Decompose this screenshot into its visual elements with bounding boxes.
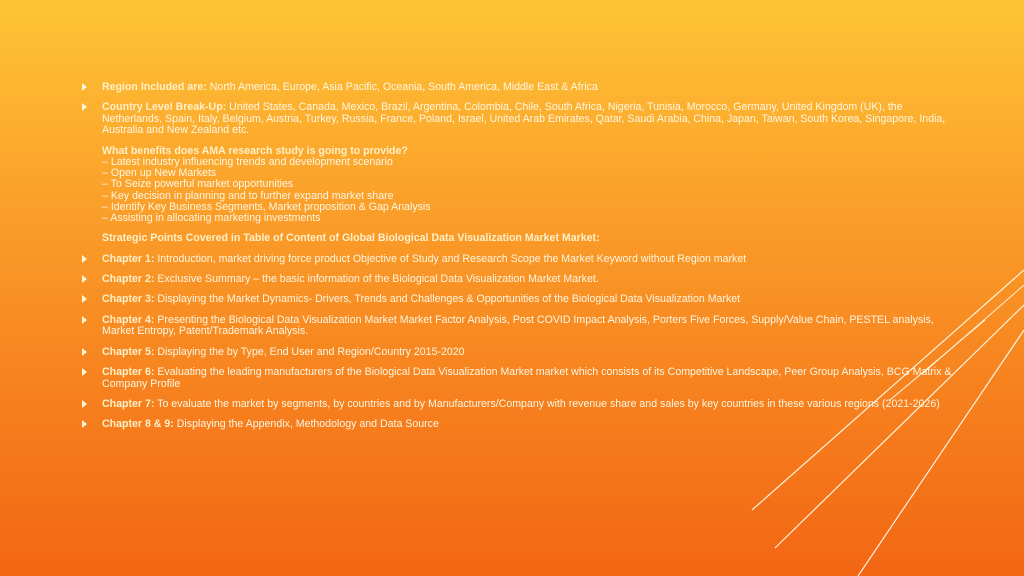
slide-content (82, 82, 952, 440)
chapter-text: To evaluate the market by segments, by countries and by Manufacturers/Company with revenue share and sales by key countries in these various regions (2021-2026) (157, 397, 940, 410)
benefit-line: – Identify Key Business Segments, Market proposition & Gap Analysis (102, 200, 431, 213)
benefit-line: – Open up New Markets (102, 167, 217, 180)
chapter-item (82, 367, 952, 390)
bullet-arrow-icon (82, 295, 87, 303)
bullet-arrow-icon (82, 368, 87, 376)
chapter-text: Displaying the Market Dynamics- Drivers, Trends and Challenges & Opportunities of the Biological Data Visualization Market (157, 293, 741, 306)
bullet-arrow-icon (82, 316, 87, 324)
bullet-arrow-icon (82, 275, 87, 283)
country-label: Country Level Break-Up: (102, 101, 227, 114)
chapter-item (82, 315, 952, 338)
region-label: Region Included are: (102, 81, 207, 93)
chapter-text: Exclusive Summary – the basic information of the Biological Data Visualization Market Market. (157, 273, 599, 286)
chapter-label: Chapter 2: (102, 273, 155, 286)
region-text: North America, Europe, Asia Pacific, Oceania, South America, Middle East & Africa (209, 81, 598, 93)
chapter-label: Chapter 4: (102, 313, 155, 326)
chapter-text: Presenting the Biological Data Visualization Market Market Factor Analysis, Post COVID Impact Analysis, Porters Five Forces, Supply/Value Chain, PESTEL analysis, Market Entropy, Patent/Trademark Analysis. (102, 313, 934, 338)
chapter-item (82, 399, 952, 410)
chapter-label: Chapter 1: (102, 252, 155, 265)
benefit-line: – Latest industry influencing trends and development scenario (102, 156, 393, 169)
benefits-heading: What benefits does AMA research study is going to provide? (102, 144, 408, 157)
country-item (82, 102, 952, 136)
benefit-line: – To Seize powerful market opportunities (102, 178, 294, 191)
country-text: United States, Canada, Mexico, Brazil, Argentina, Colombia, Chile, South Africa, Nigeria, Tunisia, Morocco, Germany, United Kingdom (UK), the Netherlands, Spain, Italy, Belgium, Austria, Turkey, Russia, France, Poland, Israel, United Arab Emirates, Qatar, Saudi Arabia, China, Japan, Taiwan, South Korea, Singapore, India, Australia and New Zealand etc. (102, 101, 946, 137)
bullet-arrow-icon (82, 420, 87, 428)
chapter-label: Chapter 8 & 9: (102, 418, 174, 431)
chapter-text: Displaying the Appendix, Methodology and Data Source (176, 418, 439, 431)
bullet-arrow-icon (82, 103, 87, 111)
region-item (82, 82, 952, 93)
strategic-heading: Strategic Points Covered in Table of Content of Global Biological Data Visualization Market Market: (102, 232, 600, 245)
benefits-block (82, 146, 952, 225)
chapter-text: Evaluating the leading manufacturers of the Biological Data Visualization Market market which consists of its Competitive Landscape, Peer Group Analysis, BCG Matrix & Company Profile (102, 366, 952, 390)
chapter-item (82, 274, 952, 285)
chapter-label: Chapter 5: (102, 345, 155, 358)
chapter-label: Chapter 7: (102, 397, 155, 410)
bullet-arrow-icon (82, 400, 87, 408)
chapter-label: Chapter 6: (102, 366, 155, 379)
benefit-line: – Assisting in allocating marketing investments (102, 212, 321, 225)
chapter-item (82, 347, 952, 358)
chapter-item (82, 254, 952, 265)
chapter-label: Chapter 3: (102, 293, 155, 306)
bullet-arrow-icon (82, 255, 87, 263)
strategic-block (82, 233, 952, 244)
chapter-text: Displaying the by Type, End User and Region/Country 2015-2020 (157, 345, 465, 358)
chapter-item (82, 419, 952, 430)
bullet-arrow-icon (82, 348, 87, 356)
benefit-line: – Key decision in planning and to further expand market share (102, 189, 394, 202)
chapter-item (82, 294, 952, 305)
bullet-arrow-icon (82, 83, 87, 91)
chapter-text: Introduction, market driving force product Objective of Study and Research Scope the Market Keyword without Region market (157, 252, 747, 265)
